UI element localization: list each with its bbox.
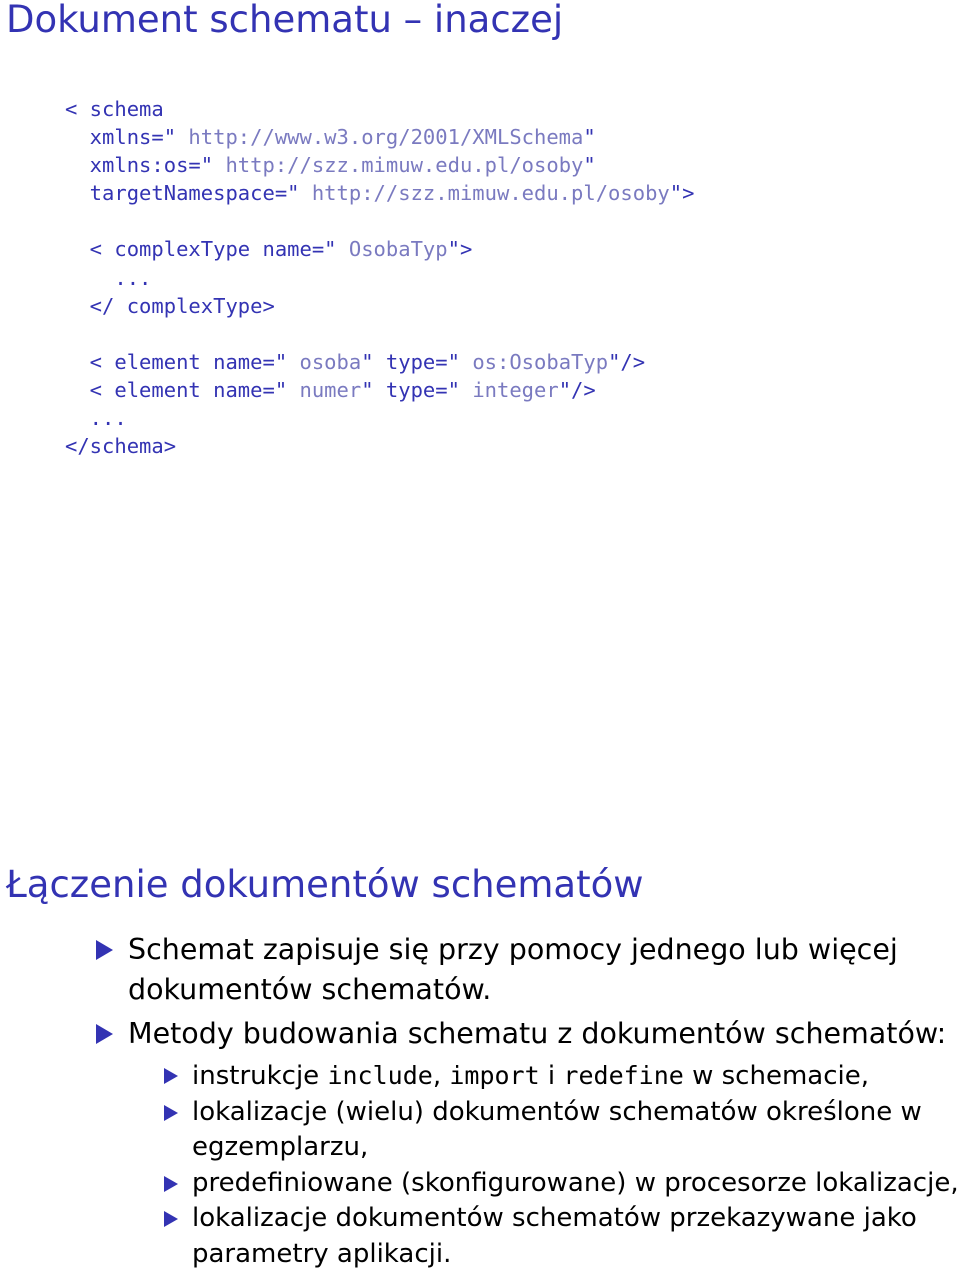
- code-token: xmlns=": [65, 125, 189, 150]
- code-token: < complexType name=": [65, 237, 349, 262]
- sub-bullet-item: [128, 1095, 960, 1166]
- sub-bullet-list: [128, 1058, 960, 1272]
- code-include: include: [327, 1061, 433, 1090]
- code-line: [65, 432, 694, 460]
- code-line: [65, 151, 694, 179]
- bullet-text: Metody budowania schematu z dokumentów schematów:: [128, 1017, 947, 1050]
- code-line: [65, 235, 694, 263]
- code-line: [65, 179, 694, 207]
- sub-text: w schemacie,: [683, 1061, 869, 1091]
- code-value: os:OsobaTyp: [472, 349, 609, 374]
- triangle-right-icon: [164, 1176, 178, 1192]
- triangle-right-icon: [96, 1024, 113, 1044]
- code-token: </schema>: [65, 434, 177, 459]
- code-line: [65, 207, 694, 235]
- code-value: http://www.w3.org/2001/XMLSchema: [188, 125, 584, 150]
- code-line: [65, 404, 694, 432]
- code-token: " type=": [361, 349, 473, 374]
- code-token: ": [583, 125, 596, 150]
- code-redefine: redefine: [563, 1061, 684, 1090]
- code-value: osoba: [299, 349, 362, 374]
- code-token: < element name=": [65, 377, 300, 402]
- triangle-right-icon: [96, 940, 113, 960]
- code-line: [65, 376, 694, 404]
- code-listing: [65, 95, 694, 460]
- triangle-right-icon: [164, 1105, 178, 1121]
- code-token: ": [583, 153, 596, 178]
- slide-title: Łączenie dokumentów schematów: [6, 863, 644, 906]
- bullet-item: [0, 1014, 960, 1054]
- sub-bullet-item: [128, 1201, 960, 1272]
- code-token: "/>: [608, 349, 646, 374]
- code-token: targetNamespace=": [65, 181, 312, 206]
- code-token: ">: [447, 237, 473, 262]
- code-token: " type=": [361, 377, 473, 402]
- code-value: numer: [299, 377, 362, 402]
- code-value: http://szz.mimuw.edu.pl/osoby: [225, 153, 584, 178]
- slide-combining-schemas: [0, 855, 960, 1268]
- sub-bullet-container: [128, 1058, 960, 1272]
- bullet-list: [0, 930, 960, 1058]
- sub-text: lokalizacje (wielu) dokumentów schematów określone w egzemplarzu,: [192, 1096, 922, 1162]
- sub-text: predefiniowane (skonfigurowane) w procesorze lokalizacje,: [192, 1167, 959, 1198]
- code-line: [65, 348, 694, 376]
- code-line: [65, 292, 694, 320]
- code-token: < schema: [65, 97, 164, 121]
- code-token: ...: [65, 265, 152, 290]
- code-value: OsobaTyp: [348, 237, 448, 262]
- sub-text: instrukcje: [192, 1061, 328, 1091]
- code-token: xmlns:os=": [65, 153, 226, 178]
- code-value: integer: [472, 377, 559, 402]
- code-line: [65, 264, 694, 292]
- code-token: < element name=": [65, 349, 300, 374]
- slide-title: Dokument schematu – inaczej: [6, 0, 564, 41]
- code-line: [65, 123, 694, 151]
- code-line: [65, 320, 694, 348]
- sub-bullet-item: [128, 1166, 960, 1202]
- code-value: http://szz.mimuw.edu.pl/osoby: [311, 181, 670, 206]
- sub-text: i: [539, 1061, 564, 1091]
- code-import: import: [449, 1061, 540, 1090]
- triangle-right-icon: [164, 1068, 178, 1084]
- code-line: [65, 95, 694, 123]
- sub-bullet-item: [128, 1058, 960, 1095]
- slide-schema-document: [0, 0, 960, 620]
- sub-text: lokalizacje dokumentów schematów przekazywane jako parametry aplikacji.: [192, 1203, 917, 1269]
- code-token: ...: [65, 406, 127, 431]
- bullet-text: Schemat zapisuje się przy pomocy jednego lub więcej dokumentów schematów.: [128, 933, 898, 1006]
- code-token: </ complexType>: [65, 293, 275, 318]
- sub-text: ,: [432, 1061, 450, 1091]
- code-token: "/>: [558, 377, 596, 402]
- code-token: ">: [669, 181, 695, 206]
- bullet-item: [0, 930, 960, 1010]
- triangle-right-icon: [164, 1211, 178, 1227]
